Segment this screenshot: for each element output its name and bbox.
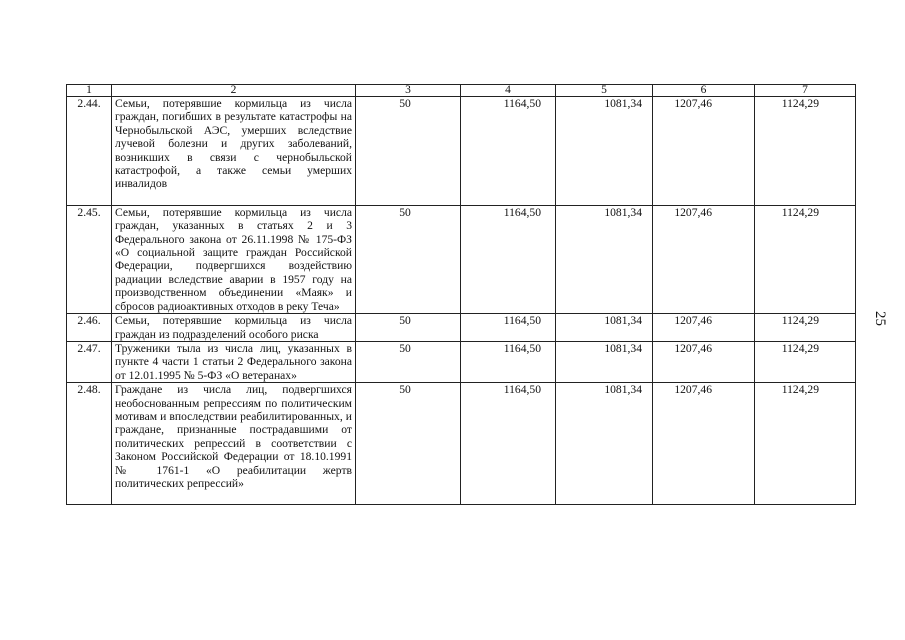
row-description: Семьи, потерявшие кормильца из числа граждан, указанных в статьях 2 и 3 Федерального закона от 26.11.1998 № 175-ФЗ «О социальной защите граждан Российской Федерации, подвергшихся воздействию радиации вследствие аварии в 1957 году на производственном объединении «Маяк» и сбросов радиоактивных отходов в реку Теча» xyxy=(112,205,356,313)
cell-col3: 50 xyxy=(356,383,461,505)
row-description: Семьи, потерявшие кормильца из числа граждан из подразделений особого риска xyxy=(112,314,356,342)
cell-col4: 1164,50 xyxy=(461,314,556,342)
cell-col3: 50 xyxy=(356,314,461,342)
cell-col6: 1207,46 xyxy=(653,383,755,505)
cell-col7: 1124,29 xyxy=(755,341,856,382)
cell-col3: 50 xyxy=(356,205,461,313)
column-header: 4 xyxy=(461,85,556,97)
table-header-row xyxy=(67,85,856,97)
row-number: 2.47. xyxy=(67,341,112,382)
table-row xyxy=(67,341,856,382)
row-number: 2.44. xyxy=(67,97,112,206)
column-header: 7 xyxy=(755,85,856,97)
table-row xyxy=(67,205,856,313)
cell-col4: 1164,50 xyxy=(461,383,556,505)
row-number: 2.46. xyxy=(67,314,112,342)
cell-col6: 1207,46 xyxy=(653,205,755,313)
cell-col4: 1164,50 xyxy=(461,97,556,206)
cell-col6: 1207,46 xyxy=(653,97,755,206)
cell-col7: 1124,29 xyxy=(755,97,856,206)
benefits-table xyxy=(66,84,856,505)
cell-col7: 1124,29 xyxy=(755,205,856,313)
row-description: Семьи, потерявшие кормильца из числа граждан, погибших в результате катастрофы на Чернобыльской АЭС, умерших вследствие лучевой болезни и других заболеваний, возникших в связи с чернобыльской катастрофой, а также семьи умерших инвалидов xyxy=(112,97,356,206)
page-number: 25 xyxy=(872,311,888,326)
row-description: Граждане из числа лиц, подвергшихся необоснованным репрессиям по политическим мотивам и впоследствии реабилитированных, и граждане, признанные пострадавшими от политических репрессий в соответствии с Законом Российской Федерации от 18.10.1991 № 1761-1 «О реабилитации жертв политических репрессий» xyxy=(112,383,356,505)
column-header: 3 xyxy=(356,85,461,97)
table-row xyxy=(67,383,856,505)
cell-col5: 1081,34 xyxy=(556,205,653,313)
cell-col5: 1081,34 xyxy=(556,97,653,206)
cell-col6: 1207,46 xyxy=(653,314,755,342)
cell-col7: 1124,29 xyxy=(755,314,856,342)
cell-col5: 1081,34 xyxy=(556,341,653,382)
cell-col5: 1081,34 xyxy=(556,383,653,505)
cell-col3: 50 xyxy=(356,341,461,382)
cell-col3: 50 xyxy=(356,97,461,206)
column-header: 5 xyxy=(556,85,653,97)
cell-col4: 1164,50 xyxy=(461,205,556,313)
row-description: Труженики тыла из числа лиц, указанных в пункте 4 части 1 статьи 2 Федерального закона от 12.01.1995 № 5-ФЗ «О ветеранах» xyxy=(112,341,356,382)
cell-col7: 1124,29 xyxy=(755,383,856,505)
cell-col5: 1081,34 xyxy=(556,314,653,342)
cell-col4: 1164,50 xyxy=(461,341,556,382)
column-header: 1 xyxy=(67,85,112,97)
column-header: 6 xyxy=(653,85,755,97)
table-row xyxy=(67,314,856,342)
cell-col6: 1207,46 xyxy=(653,341,755,382)
table-row xyxy=(67,97,856,206)
column-header: 2 xyxy=(112,85,356,97)
row-number: 2.45. xyxy=(67,205,112,313)
row-number: 2.48. xyxy=(67,383,112,505)
